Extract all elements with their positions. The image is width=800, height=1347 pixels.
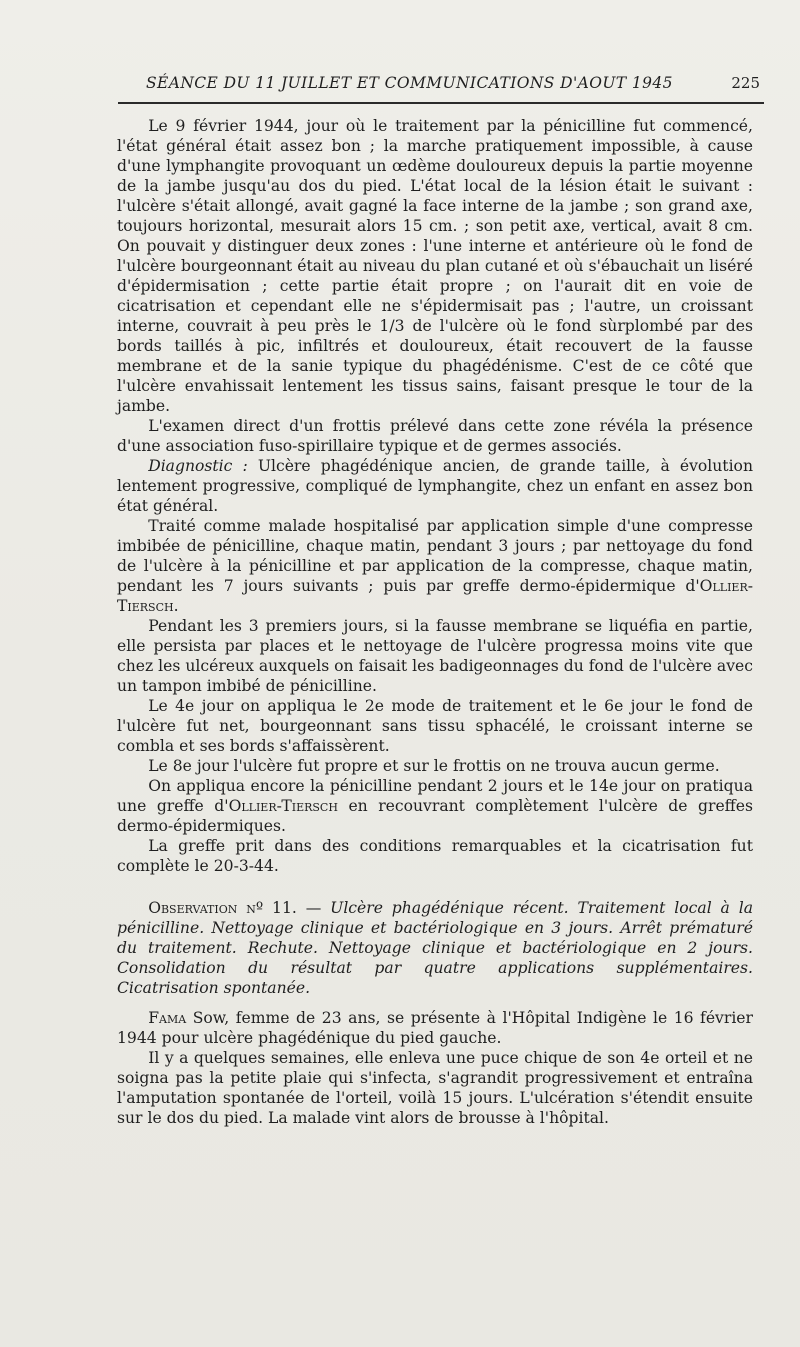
paragraph: L'examen direct d'un frottis prélevé dans cette zone révéla la présence d'une association fuso-spirillaire typique et de germes associés. [117, 417, 753, 455]
patient-name: Fama [148, 1009, 187, 1027]
page-header [118, 74, 764, 104]
author-name: Ollier-Tiersch [228, 797, 338, 815]
diagnostic-label: Diagnostic : [148, 457, 248, 475]
paragraph-text: . [173, 597, 179, 615]
paragraph-text: On appliqua encore la pénicilline pendant 2 jours et le 14e jour on pratiqua une greffe d' [117, 777, 753, 815]
paragraph: Il y a quelques semaines, elle enleva une puce chique de son 4e orteil et ne soigna pas la petite plaie qui s'infecta, s'agrandit progressivement et entraîna l'amputation spontanée de l'orteil, voilà 15 jours. L'ulcération s'étendit ensuite sur le dos du pied. La malade vint alors de brousse à l'hôpital. [117, 1049, 753, 1127]
observation-title: Ulcère phagédénique récent. Traitement local à la pénicilline. Nettoyage clinique et bactériologique en 3 jours. Arrêt prématuré du traitement. Rechute. Nettoyage clinique et bactériologique en 2 jours. Consolidation du résultat par quatre applications supplémentaires. Cicatrisation spontanée. [117, 899, 753, 997]
observation-heading [117, 898, 753, 998]
observation-label: Observation nº 11. — [148, 899, 322, 917]
paragraph-text: Traité comme malade hospitalisé par application simple d'une compresse imbibée de pénicilline, chaque matin, pendant 3 jours ; par nettoyage du fond de l'ulcère à la pénicilline et par application de la compresse, chaque matin, pendant les 7 jours suivants ; puis par greffe dermo-épidermique d' [117, 517, 753, 595]
paragraph: Pendant les 3 premiers jours, si la fausse membrane se liquéfia en partie, elle persista par places et le nettoyage de l'ulcère progressa moins vite que chez les ulcéreux auxquels on faisait les badigeonnages du fond de l'ulcère avec un tampon imbibé de pénicilline. [117, 617, 753, 695]
paragraph: Le 4e jour on appliqua le 2e mode de traitement et le 6e jour le fond de l'ulcère fut net, bourgeonnant sans tissu sphacélé, le croissant interne se combla et ses bords s'affaissèrent. [117, 697, 753, 755]
page-number: 225 [731, 74, 760, 92]
diagnostic-paragraph [117, 456, 753, 516]
paragraph: Le 8e jour l'ulcère fut propre et sur le frottis on ne trouva aucun germe. [148, 757, 720, 775]
paragraph [117, 1008, 753, 1048]
paragraph [117, 516, 753, 616]
paragraph: La greffe prit dans des conditions remarquables et la cicatrisation fut complète le 20-3-44. [117, 837, 753, 875]
paragraph-text: en recouvrant complètement l'ulcère de greffes dermo-épidermiques. [117, 797, 753, 835]
running-title: SÉANCE DU 11 JUILLET ET COMMUNICATIONS D'AOUT 1945 [146, 74, 673, 92]
paragraph [117, 776, 753, 836]
body-text [117, 116, 753, 1128]
paragraph: Le 9 février 1944, jour où le traitement par la pénicilline fut commencé, l'état général était assez bon ; la marche pratiquement impossible, à cause d'une lymphangite provoquant un œdème douloureux depuis la partie moyenne de la jambe jusqu'au dos du pied. L'état local de la lésion était le suivant : l'ulcère s'était allongé, avait gagné la face interne de la jambe ; son grand axe, toujours horizontal, mesurait alors 15 cm. ; son petit axe, vertical, avait 8 cm. On pouvait y distinguer deux zones : l'une interne et antérieure où le fond de l'ulcère bourgeonnant était au niveau du plan cutané et où s'ébauchait un liséré d'épidermisation ; cette partie était propre ; on l'aurait dit en voie de cicatrisation et cependant elle ne s'épidermisait pas ; l'autre, un croissant interne, couvrait à peu près le 1/3 de l'ulcère où le fond sùrplombé par des bords taillés à pic, infiltrés et douloureux, était recouvert de la fausse membrane et de la sanie typique du phagédénisme. C'est de ce côté que l'ulcère envahissait lentement les tissus sains, faisant presque le tour de la jambe. [117, 117, 753, 415]
author-name: Ollier-Tiersch [117, 577, 753, 615]
diagnostic-text: Ulcère phagédénique ancien, de grande taille, à évolution lentement progressive, compliqué de lymphangite, chez un enfant en assez bon état général. [117, 457, 753, 515]
paragraph-text: Sow, femme de 23 ans, se présente à l'Hôpital Indigène le 16 février 1944 pour ulcère phagédénique du pied gauche. [117, 1009, 753, 1047]
